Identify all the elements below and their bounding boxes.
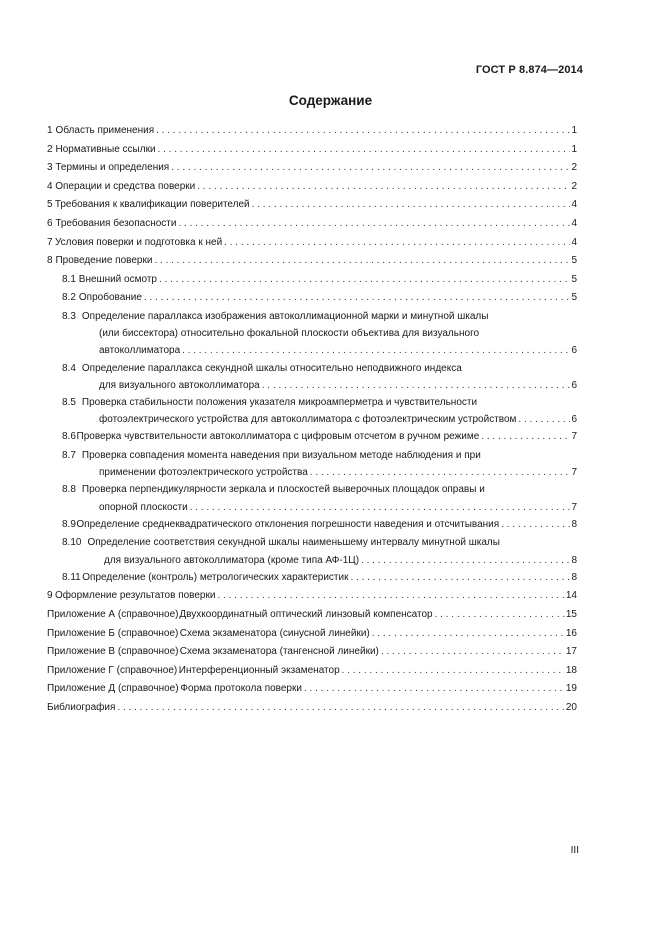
dot-leader	[178, 215, 570, 234]
toc-entry-title: Требования безопасности	[55, 217, 177, 229]
dot-leader	[481, 428, 570, 447]
toc-entry-title: Схема экзаменатора (тангенсной линейки)	[179, 646, 379, 658]
toc-entry-page: 20	[565, 701, 577, 713]
toc-entry-title: Условия поверки и подготовка к ней	[55, 236, 223, 248]
dot-leader	[144, 289, 570, 308]
toc-entry-title: Схема экзаменатора (синусной линейки)	[179, 627, 370, 639]
toc-entry-title: Проверка чувствительности автоколлиматора с цифровым отсчетом в ручном режиме	[76, 431, 480, 443]
toc-entry-page: 8	[571, 554, 577, 566]
toc-entry-number: Приложение А (справочное)	[47, 608, 179, 620]
dot-leader	[252, 196, 571, 215]
toc-entry-page: 14	[565, 590, 577, 602]
toc-entry-title: (или биссектора) относительно фокальной плоскости объектива для визуального	[99, 328, 480, 340]
toc-entry-title: Проверка перпендикулярности зеркала и плоскостей выверочных площадок оправы и	[81, 484, 485, 496]
dot-leader	[171, 159, 570, 178]
toc-entry-page: 16	[565, 627, 577, 639]
dot-leader	[117, 699, 564, 718]
toc-entry-title: Нормативные ссылки	[55, 143, 156, 155]
toc-entry-title: Требования к квалификации поверителей	[54, 199, 250, 211]
toc-entry[interactable]	[47, 122, 577, 141]
toc-entry-page: 1	[571, 143, 577, 155]
toc-entry-number: 6	[47, 217, 53, 229]
toc-entry-title: Оформление результатов поверки	[55, 590, 216, 602]
toc-entry-page: 4	[571, 217, 577, 229]
dot-leader	[361, 552, 570, 569]
toc-entry-page: 5	[571, 255, 577, 267]
page-number: III	[570, 845, 579, 856]
dot-leader	[197, 178, 570, 197]
toc-entry[interactable]	[47, 215, 577, 234]
toc-entry-page: 6	[571, 345, 577, 357]
toc-entry[interactable]	[47, 662, 577, 681]
toc-entry-page: 17	[565, 646, 577, 658]
dot-leader	[435, 606, 565, 625]
toc-entry-title: Термины и определения	[55, 162, 170, 174]
toc-entry-title: Операции и средства поверки	[55, 180, 196, 192]
dot-leader	[182, 342, 570, 359]
toc-entry[interactable]	[47, 252, 577, 271]
dot-leader	[159, 271, 570, 290]
dot-leader	[381, 643, 565, 662]
toc-title: Содержание	[288, 93, 373, 108]
toc-entry-page: 7	[571, 431, 577, 443]
toc-entry-title: Область применения	[55, 125, 155, 136]
toc-entry[interactable]	[47, 625, 577, 644]
toc-entry-page: 7	[571, 501, 577, 513]
toc-entry[interactable]	[47, 178, 577, 197]
toc-entry[interactable]	[47, 680, 577, 699]
toc-entry-title: Интерференционный экзаменатор	[178, 664, 340, 676]
dot-leader	[501, 516, 570, 535]
toc-entry[interactable]	[47, 534, 577, 568]
toc-entry-number: 8.9	[62, 518, 76, 530]
toc-entry-title: Библиография	[47, 701, 116, 713]
toc-entry-number: 8	[47, 255, 53, 267]
toc-entry[interactable]	[47, 587, 577, 606]
toc-entry-page: 1	[571, 125, 577, 136]
toc-entry[interactable]	[47, 516, 577, 535]
toc-entry-title: Проверка стабильности положения указателя микроамперметра и чувствительности	[81, 396, 478, 408]
document-code: ГОСТ Р 8.874—2014	[475, 64, 583, 76]
toc-entry-title: Определение параллакса изображения автоколлимационной марки и минутной шкалы	[81, 310, 489, 322]
toc-entry-number: Приложение В (справочное)	[47, 646, 179, 658]
dot-leader	[304, 680, 565, 699]
toc-entry-title: фотоэлектрического устройства для автоколлиматора с фотоэлектрическим устройством	[99, 414, 517, 426]
toc-entry-page: 2	[571, 162, 577, 174]
dot-leader	[262, 377, 571, 394]
toc-entry-page: 19	[565, 683, 577, 695]
toc-entry-title: Определение (контроль) метрологических характеристик	[82, 571, 349, 583]
toc-entry-page: 2	[571, 180, 577, 192]
toc-entry-title: Внешний осмотр	[78, 273, 157, 285]
toc-entry-number: 7	[47, 236, 53, 248]
toc-entry-number: 8.2	[62, 292, 76, 304]
toc-entry-title: Определение среднеквадратического отклонения погрешности наведения и отсчитывания	[76, 518, 500, 530]
toc-entry[interactable]	[47, 428, 577, 447]
toc-entry-number: 8.11	[62, 571, 81, 583]
toc-entry-page: 18	[565, 664, 577, 676]
dot-leader	[224, 234, 570, 253]
toc-entry-title: применении фотоэлектрического устройства	[99, 467, 308, 479]
toc-entry-title: для визуального автоколлиматора (кроме типа АФ-1Ц)	[104, 554, 360, 566]
toc-entry-title: для визуального автоколлиматора	[99, 379, 260, 391]
toc-entry-page: 5	[571, 273, 577, 285]
toc-entry-number: 2	[47, 143, 53, 155]
toc-entry-number: Приложение Б (справочное)	[47, 627, 179, 639]
dot-leader	[518, 411, 570, 428]
toc-entry[interactable]	[47, 447, 577, 481]
toc-entry[interactable]	[47, 569, 577, 588]
toc-entry[interactable]	[47, 141, 577, 160]
toc-entry[interactable]	[47, 234, 577, 253]
toc-entry-number: 3	[47, 162, 53, 174]
toc-entry-title: опорной плоскости	[99, 501, 188, 513]
toc-entry[interactable]	[47, 643, 577, 662]
toc-entry[interactable]	[47, 606, 577, 625]
toc-entry[interactable]	[47, 289, 577, 308]
toc-entry-page: 6	[571, 414, 577, 426]
toc-entry-page: 6	[571, 379, 577, 391]
toc-entry-number: 5	[47, 199, 53, 211]
toc-entry-number: Приложение Г (справочное)	[47, 664, 178, 676]
toc-entry-page: 4	[571, 199, 577, 211]
toc-entry-number: 1	[47, 125, 53, 136]
toc-entry-number: 8.6	[62, 431, 76, 443]
dot-leader	[217, 587, 564, 606]
dot-leader	[156, 122, 570, 141]
toc-entry-title: Проведение поверки	[55, 255, 153, 267]
toc-entry[interactable]	[47, 159, 577, 178]
toc-entry-title: автоколлиматора	[99, 345, 181, 357]
toc-entry-title: Проверка совпадения момента наведения при визуальном методе наблюдения и при	[81, 449, 481, 461]
toc-entry-page: 4	[571, 236, 577, 248]
toc-entry-number: 9	[47, 590, 53, 602]
toc-entry-title: Определение параллакса секундной шкалы относительно неподвижного индекса	[81, 362, 462, 374]
toc-entry-number: 8.8	[62, 484, 76, 496]
dot-leader	[158, 141, 571, 160]
toc-entry-number: 8.7	[62, 449, 76, 461]
toc-entry[interactable]	[47, 481, 577, 515]
toc-entry-page: 5	[571, 292, 577, 304]
toc-entry-title: Определение соответствия секундной шкалы наименьшему интервалу минутной шкалы	[87, 537, 500, 549]
toc-entry-number: 8.5	[62, 396, 76, 408]
toc-entry-number: 4	[47, 180, 53, 192]
toc-entry-title: Форма протокола поверки	[180, 683, 302, 695]
toc-entry-page: 7	[571, 467, 577, 479]
dot-leader	[372, 625, 565, 644]
toc-entry-number: 8.3	[62, 310, 76, 322]
dot-leader	[310, 464, 571, 481]
toc-entry-title: Опробование	[78, 292, 142, 304]
toc-entry-number: 8.1	[62, 273, 76, 285]
toc-entry[interactable]	[47, 196, 577, 215]
toc-entry-number: 8.4	[62, 362, 76, 374]
toc-entry-number: Приложение Д (справочное)	[47, 683, 179, 695]
toc-entry[interactable]	[47, 308, 577, 360]
dot-leader	[342, 662, 565, 681]
dot-leader	[350, 569, 570, 588]
toc-entry-page: 8	[571, 518, 577, 530]
toc-entry-title: Двухкоординатный оптический линзовый компенсатор	[179, 608, 433, 620]
toc-entry[interactable]	[47, 271, 577, 290]
toc-entry-number: 8.10	[62, 537, 82, 549]
toc-entry-page: 15	[565, 608, 577, 620]
toc-entry[interactable]	[47, 394, 577, 428]
toc-entry[interactable]	[47, 699, 577, 718]
dot-leader	[190, 499, 571, 516]
dot-leader	[154, 252, 570, 271]
toc-entry[interactable]	[47, 360, 577, 394]
table-of-contents	[47, 122, 577, 718]
toc-entry-page: 8	[571, 571, 577, 583]
